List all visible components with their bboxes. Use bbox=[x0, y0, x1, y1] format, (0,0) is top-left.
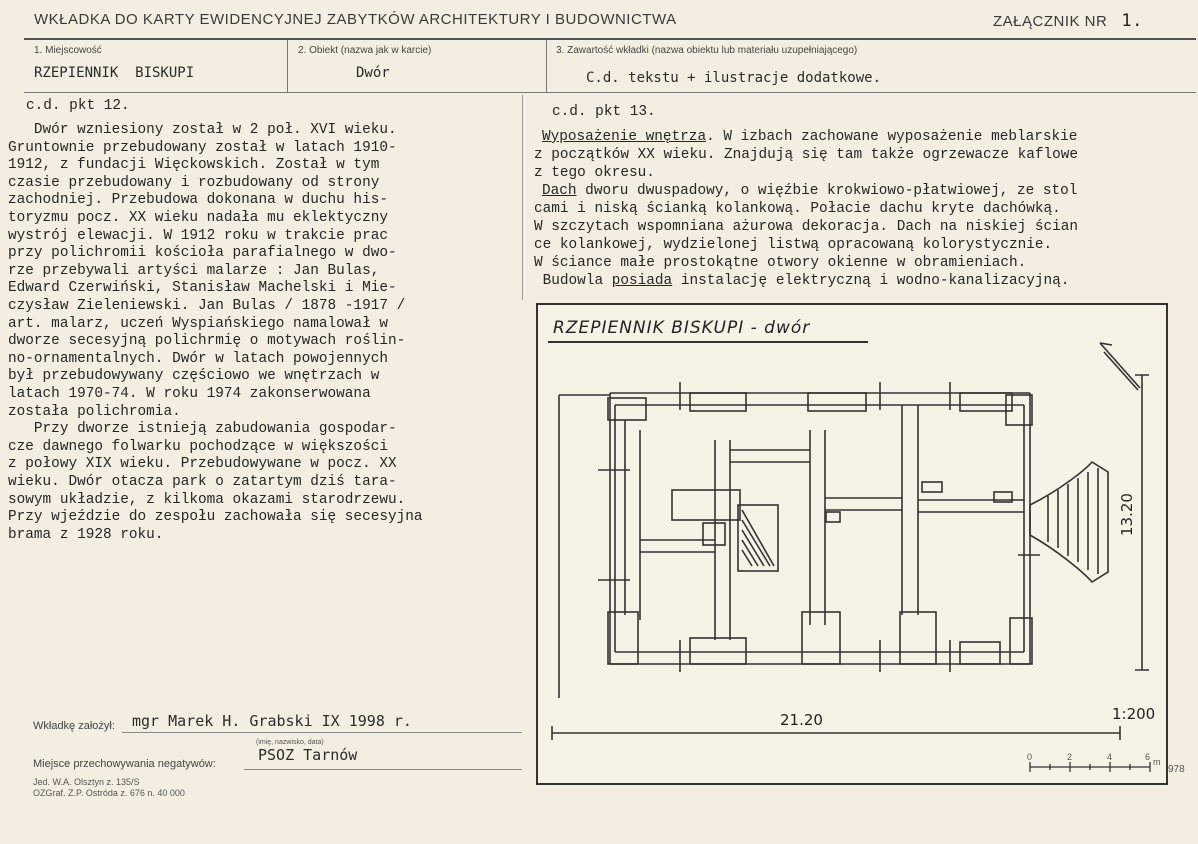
pier bbox=[608, 398, 646, 420]
interior-heading: Wyposażenie wnętrza bbox=[542, 129, 707, 145]
p3-after: instalację elektryczną i wodno-kanalizacyjną. bbox=[672, 273, 1070, 289]
pier bbox=[608, 612, 638, 664]
print-info-1: Jed. W.A. Olsztyn z. 135/S bbox=[33, 777, 140, 787]
terrace-treads bbox=[1048, 468, 1098, 574]
interior-wall bbox=[625, 420, 640, 620]
field-3-label: 3. Zawartość wkładki (nazwa obiektu lub materiału uzupełniającego) bbox=[556, 45, 858, 56]
pier bbox=[960, 642, 1000, 664]
scale-unit: m bbox=[1153, 757, 1161, 767]
year-mark: 978 bbox=[1168, 764, 1185, 775]
left-text-line: z połowy XIX wieku. Przebudowywane w pocz. XX bbox=[8, 456, 397, 473]
left-text-line: no-ornamentalnych. Dwór w latach powojennych bbox=[8, 350, 388, 367]
chimney bbox=[826, 512, 840, 522]
left-text-line: dworze secesyjną polichrmię o motywach roślin- bbox=[8, 333, 406, 350]
p1-rest: . W izbach zachowane wyposażenie meblarskie bbox=[706, 129, 1078, 145]
interior-wall bbox=[730, 450, 810, 462]
left-text-line: wieku. Dwór otacza park o zatartym dziś tara- bbox=[8, 474, 397, 490]
field-2-value: Dwór bbox=[356, 65, 390, 81]
pier bbox=[1006, 395, 1032, 425]
right-p2-line-2: W szczytach wspomniana ażurowa dekoracja. Dach na niskiej ścian bbox=[534, 219, 1079, 235]
left-text-line: cze dawnego folwarku pochodzące w większości bbox=[8, 438, 388, 455]
left-text-line: Przy wjeździe do zespołu zachowała się secesyjna bbox=[8, 509, 423, 526]
left-text-line: brama z 1928 roku. bbox=[8, 526, 164, 543]
interior-wall bbox=[825, 498, 902, 510]
plan-scale: 1:200 bbox=[1112, 705, 1156, 723]
interior-wall bbox=[902, 405, 918, 615]
left-text-line: czysław Zieleniewski. Jan Bulas / 1878 -1917 / bbox=[8, 298, 406, 314]
pier bbox=[960, 393, 1012, 411]
storage-value: PSOZ Tarnów bbox=[258, 746, 358, 764]
interior-wall bbox=[810, 430, 825, 625]
right-p1-line-1: z początków XX wieku. Znajdują się tam także ogrzewacze kaflowe bbox=[534, 147, 1079, 163]
small-room bbox=[703, 523, 725, 545]
stair-steps bbox=[742, 510, 774, 566]
field-1-label: 1. Miejscowość bbox=[34, 45, 102, 56]
annex-outline bbox=[559, 395, 610, 698]
pier bbox=[690, 393, 746, 411]
left-text-line: art. malarz, uczeń Wyspiańskiego namalował w bbox=[8, 315, 388, 332]
left-text-line: toryzmu pocz. XX wieku nadała mu eklektyczny bbox=[8, 210, 388, 226]
floor-plan-title: RZEPIENNIK BISKUPI - dwór bbox=[553, 318, 811, 338]
right-p1-line-2: z tego okresu. bbox=[534, 165, 655, 181]
author-rule bbox=[122, 732, 522, 733]
left-text-line: Gruntownie przebudowany został w latach 1910- bbox=[8, 139, 397, 156]
chimney bbox=[922, 482, 942, 492]
field-3-value: C.d. tekstu + ilustracje dodatkowe. bbox=[586, 70, 882, 86]
left-text-line: rze przebywali artyści malarze : Jan Bulas, bbox=[8, 262, 380, 279]
left-text-line: Dwór wzniesiony został w 2 poł. XVI wieku. bbox=[8, 122, 397, 138]
dim-line-horizontal bbox=[552, 726, 1120, 740]
north-arrow bbox=[1100, 343, 1140, 390]
right-column-heading: c.d. pkt 13. bbox=[552, 104, 656, 120]
scale-tick-4: 4 bbox=[1107, 752, 1113, 762]
dim-line-vertical bbox=[1135, 375, 1149, 670]
pier bbox=[808, 393, 866, 411]
scale-tick-0: 0 bbox=[1027, 752, 1033, 762]
author-value: mgr Marek H. Grabski IX 1998 r. bbox=[132, 712, 412, 730]
field-2-label: 2. Obiekt (nazwa jak w karcie) bbox=[298, 45, 432, 56]
roof-heading: Dach bbox=[542, 183, 577, 199]
interior-wall bbox=[715, 440, 730, 640]
window-ticks bbox=[598, 382, 1040, 672]
left-text-line: wystrój elewacji. W 1912 roku w trakcie prac bbox=[8, 227, 388, 244]
left-text-line: sowym układzie, z kilkoma okazami starodrzewu. bbox=[8, 491, 406, 508]
left-text-line: 1912, z fundacji Więckowskich. Został w tym bbox=[8, 157, 380, 174]
pier bbox=[1010, 618, 1032, 664]
annex-label-text: ZAŁĄCZNIK NR bbox=[993, 13, 1108, 30]
field-1-value: RZEPIENNIK BISKUPI bbox=[34, 65, 195, 81]
scale-tick-2: 2 bbox=[1067, 752, 1073, 762]
right-p2-line-1: cami i niską ścianką kolankową. Połacie dachu kryte dachówką. bbox=[534, 201, 1061, 217]
wall-north-inner bbox=[615, 405, 1024, 652]
plan-width-dimension: 21.20 bbox=[780, 711, 823, 729]
p3-before: Budowla bbox=[534, 273, 612, 289]
card-title: WKŁADKA DO KARTY EWIDENCYJNEJ ZABYTKÓW ARCHITEKTURY I BUDOWNICTWA bbox=[34, 11, 677, 28]
left-text-line: latach 1970-74. W roku 1974 zakonserwowana bbox=[8, 386, 371, 402]
print-info-2: OZGraf. Z.P. Ostróda z. 676 n. 40 000 bbox=[33, 788, 185, 798]
storage-label: Miejsce przechowywania negatywów: bbox=[33, 758, 216, 770]
p3-underlined: posiada bbox=[611, 273, 673, 289]
left-text-line: zachodniej. Przebudowa dokonana w duchu his- bbox=[8, 192, 388, 209]
author-hint: (imię, nazwisko, data) bbox=[256, 739, 324, 746]
terrace-steps bbox=[1030, 462, 1108, 582]
pier bbox=[690, 638, 746, 664]
scale-tick-6: 6 bbox=[1145, 752, 1151, 762]
author-label: Wkładkę założył: bbox=[33, 720, 115, 732]
annex-number: 1. bbox=[1121, 11, 1143, 31]
left-text-line: przy polichromii kościoła parafialnego w dwo- bbox=[8, 245, 397, 262]
pier bbox=[900, 612, 936, 664]
left-text-line: czasie przebudowany i rozbudowany od strony bbox=[8, 174, 380, 191]
left-text-line: był przebudowywany częściowo we wnętrzach w bbox=[8, 368, 380, 385]
plan-height-dimension: 13.20 bbox=[1118, 493, 1136, 536]
wall-north bbox=[610, 393, 1030, 664]
right-p2-line-3: ce kolankowej, wydzielonej listwą opracowaną kolorystycznie. bbox=[534, 237, 1053, 253]
storage-rule bbox=[244, 769, 522, 770]
p2-rest: dworu dwuspadowy, o więźbie krokwiowo-płatwiowej, ze stol bbox=[576, 183, 1078, 199]
left-text-line: została polichromia. bbox=[8, 403, 181, 420]
left-text-line: Przy dworze istnieją zabudowania gospodar- bbox=[8, 421, 397, 438]
left-column-heading: c.d. pkt 12. bbox=[26, 98, 130, 114]
left-text-line: Edward Czerwiński, Stanisław Machelski i Mie- bbox=[8, 280, 397, 297]
scale-bar bbox=[1030, 762, 1150, 772]
pier bbox=[802, 612, 840, 664]
right-p2-line-4: W ściance małe prostokątne otwory okienne w obramieniach. bbox=[534, 255, 1027, 271]
